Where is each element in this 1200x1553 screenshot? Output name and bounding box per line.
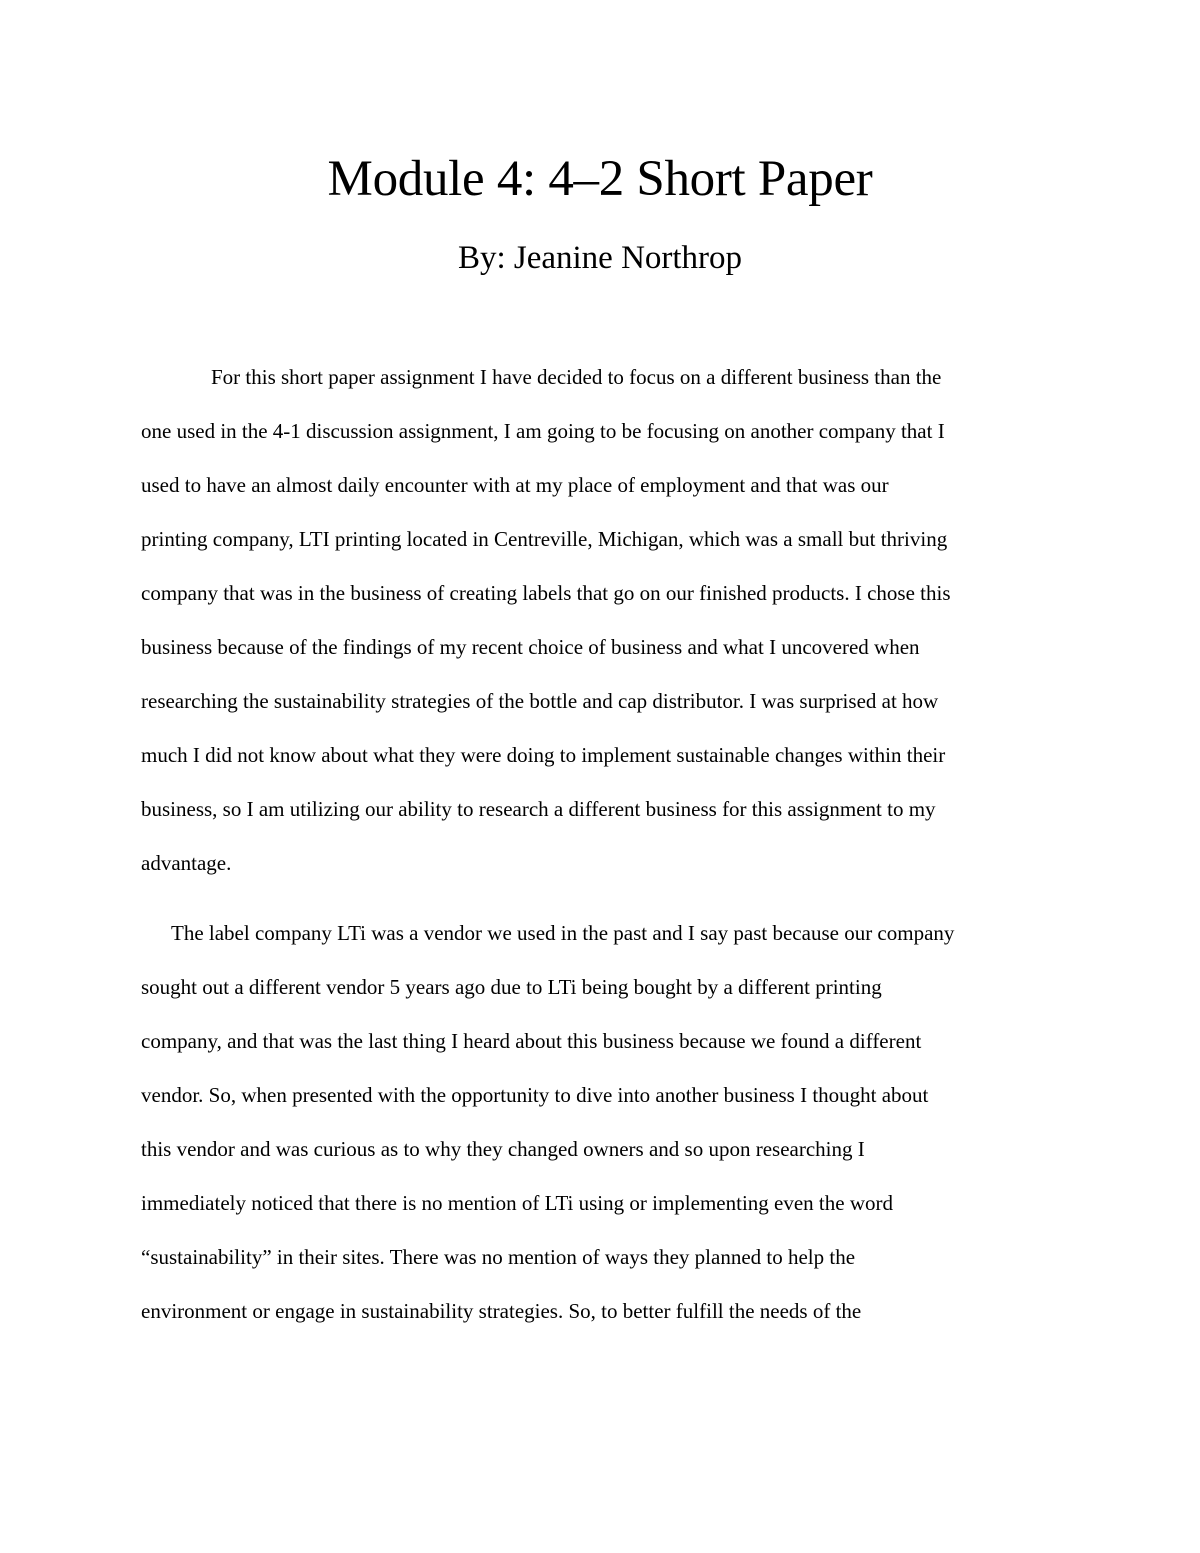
paragraph-line: For this short paper assignment I have decided to focus on a different business than the xyxy=(211,365,942,389)
paragraph-line: environment or engage in sustainability strategies. So, to better fulfill the needs of the xyxy=(141,1299,862,1323)
paragraph-line: business because of the findings of my recent choice of business and what I uncovered when xyxy=(141,635,920,659)
paragraph-line: The label company LTi was a vendor we used in the past and I say past because our company xyxy=(171,921,955,945)
paragraph-line: this vendor and was curious as to why they changed owners and so upon researching I xyxy=(141,1137,865,1161)
paragraph-line: one used in the 4-1 discussion assignment, I am going to be focusing on another company that I xyxy=(141,419,945,443)
paragraph-line: vendor. So, when presented with the opportunity to dive into another business I thought about xyxy=(141,1083,929,1107)
paragraph-line: company, and that was the last thing I heard about this business because we found a different xyxy=(141,1029,922,1053)
paragraph-line: researching the sustainability strategies of the bottle and cap distributor. I was surprised at how xyxy=(141,689,939,713)
paragraph-line: company that was in the business of creating labels that go on our finished products. I chose this xyxy=(141,581,951,605)
paragraph-line: much I did not know about what they were doing to implement sustainable changes within their xyxy=(141,743,946,767)
document-author: By: Jeanine Northrop xyxy=(457,240,743,276)
paragraph-line: immediately noticed that there is no mention of LTi using or implementing even the word xyxy=(141,1191,893,1215)
paragraph-line: sought out a different vendor 5 years ago due to LTi being bought by a different printing xyxy=(141,975,882,999)
paragraph-line: “sustainability” in their sites. There was no mention of ways they planned to help the xyxy=(141,1245,856,1269)
paragraph-line: used to have an almost daily encounter with at my place of employment and that was our xyxy=(141,473,889,497)
paragraph-line: printing company, LTI printing located in Centreville, Michigan, which was a small but thriving xyxy=(141,527,948,551)
document-title: Module 4: 4–2 Short Paper xyxy=(327,151,873,207)
paragraph-line: business, so I am utilizing our ability to research a different business for this assignment to my xyxy=(141,797,936,821)
paragraph-line: advantage. xyxy=(141,851,232,875)
